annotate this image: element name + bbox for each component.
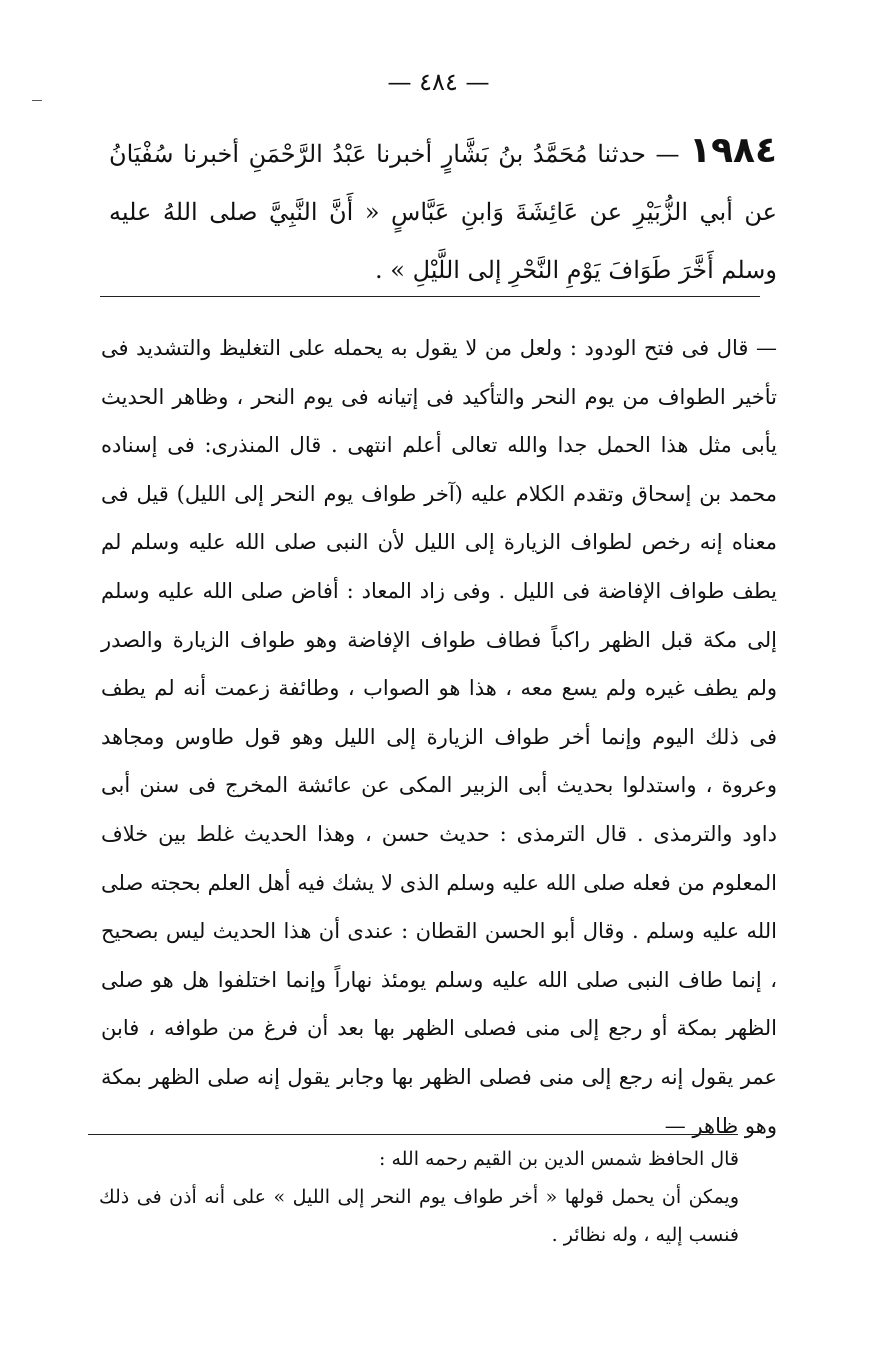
hadith-text: — حدثنا مُحَمَّدُ بنُ بَشَّارٍ أخبرنا عَبْدُ الرَّحْمَنِ أخبرنا سُفْيَانُ عن أبي الزُّبَيْرِ عن عَائِشَةَ وَابنِ عَبَّاسٍ « أَنَّ النَّبِيَّ صلى اللهُ عليه وسلم أَخَّرَ طَوَافَ يَوْمِ النَّحْرِ إلى اللَّيْلِ » . <box>109 140 777 284</box>
margin-mark <box>32 100 42 101</box>
footnote-divider <box>88 1134 738 1135</box>
commentary-text: — قال فى فتح الودود : ولعل من لا يقول به يحمله على التغليظ والتشديد فى تأخير الطواف من يوم النحر والتأكيد فى إتيانه فى يوم النحر ، وظاهر الحديث يأبى مثل هذا الحمل جدا والله تعالى أعلم انتهى . قال المنذرى: فى إسناده محمد بن إسحاق وتقدم الكلام عليه (آخر طواف يوم النحر إلى الليل) قيل فى معناه إنه رخص لطواف الزيارة إلى الليل لأن النبى صلى الله عليه وسلم لم يطف طواف الإفاضة فى الليل . وفى زاد المعاد : أفاض صلى الله عليه وسلم إلى مكة قبل الظهر راكباً فطاف طواف الإفاضة وهو طواف الزيارة والصدر ولم يطف غيره ولم يسع معه ، هذا هو الصواب ، وطائفة زعمت أنه لم يطف فى ذلك اليوم وإنما أخر طواف الزيارة إلى الليل وهو قول طاوس ومجاهد وعروة ، واستدلوا بحديث أبى الزبير المكى عن عائشة المخرج فى سنن أبى داود والترمذى . قال الترمذى : حديث حسن ، وهذا الحديث غلط بين خلاف المعلوم من فعله صلى الله عليه وسلم الذى لا يشك فيه أهل العلم بحجته صلى الله عليه وسلم . وقال أبو الحسن القطان : عندى أن هذا الحديث ليس بصحيح ، إنما طاف النبى صلى الله عليه وسلم يومئذ نهاراً وإنما اختلفوا هل هو صلى الظهر بمكة أو رجع إلى منى فصلى الظهر بها بعد أن فرغ من طوافه ، فابن عمر يقول إنه رجع إلى منى فصلى الظهر بها وجابر يقول إنه صلى الظهر بمكة وهو ظاهر — <box>101 336 777 1138</box>
footnote-block <box>99 1140 739 1254</box>
divider-top <box>100 296 760 297</box>
hadith-number: ١٩٨٤ <box>689 130 777 171</box>
footnote-text: ويمكن أن يحمل قولها « أخر طواف يوم النحر إلى الليل » على أنه أذن فى ذلك فنسب إليه ، وله نظائر . <box>99 1186 739 1246</box>
page-number: — ٤٨٤ — <box>387 68 490 96</box>
hadith-block <box>109 122 777 299</box>
footnote-heading: قال الحافظ شمس الدين بن القيم رحمه الله : <box>379 1148 739 1170</box>
